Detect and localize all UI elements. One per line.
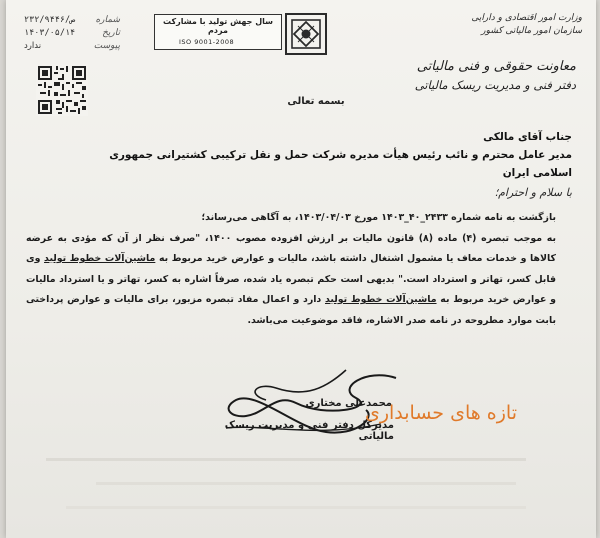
deputy-header <box>411 58 576 94</box>
letter-body <box>26 208 574 331</box>
ministry-line-2: سازمان امور مالیاتی کشور <box>481 26 582 36</box>
underlined-phrase-2: ماشین‌آلات خطوط تولید <box>324 294 437 305</box>
body-text-a: به موجب تبصره (۴) ماده (۸) قانون مالیات بر ارزش افزوده مصوب ۱۴۰۰، "صرف نظر از آن که مؤدی به عرضه کالاها و خدمات معاف یا مشمول اشتغال داشته باشد، مالیات و عوارض خرید مربوط به <box>26 232 556 264</box>
attachment-label: پیوست <box>93 41 120 51</box>
attachment-row <box>24 40 120 53</box>
letter-date-row <box>24 27 120 40</box>
number-value: ۲۳۲/۹۴۴۶/ص <box>24 15 76 25</box>
ministry-line-1: وزارت امور اقتصادی و دارایی <box>471 13 582 23</box>
body-text-b: وی قابل کسر، تهاتر و استرداد است." بدیهی است حکم تبصره یاد شده، صرفاً اشاره به کسر، تهاتر و یا استرداد مالیات و عوارض خرید مربوط به <box>26 253 556 305</box>
tax-organization-emblem-icon <box>284 12 328 56</box>
body-paragraph-1: بازگشت به نامه شماره ۲۴۳۳_۴۰_۱۴۰۳ مورخ ۱۴۰۳/۰۴/۰۳، به آگاهی می‌رساند؛ <box>201 212 556 223</box>
date-value: ۱۴۰۳/۰۵/۱۴ <box>24 28 76 38</box>
watermark-text: تازه های حسابداری <box>364 402 518 424</box>
greeting: با سلام و احترام؛ <box>494 186 572 199</box>
recipient-name: جناب آقای مالکی <box>483 131 572 143</box>
letter-meta <box>24 14 120 53</box>
underlined-phrase-1: ماشین‌آلات خطوط تولید <box>44 253 156 264</box>
letter-number-row <box>24 14 120 27</box>
basmala: بسمه تعالی <box>287 96 345 107</box>
recipient-title: مدیر عامل محترم و نائب رئیس هیأت مدیره شرکت حمل و نقل ترکیبی کشتیرانی جمهوری اسلامی ایران <box>109 149 572 179</box>
attachment-value: ندارد <box>24 41 42 51</box>
slogan-box <box>154 14 282 50</box>
signatory-title: مدیرکل دفتر فنی و مدیریت ریسک مالیاتی <box>224 420 394 442</box>
office-line: دفتر فنی و مدیریت ریسک مالیاتی <box>414 78 576 92</box>
iso-label: ISO 9001-2008 <box>179 38 235 46</box>
date-label: تاریخ <box>102 28 120 38</box>
qr-code-icon <box>36 64 88 116</box>
slogan-text: سال جهش تولید با مشارکت مردم <box>162 17 274 35</box>
body-paragraph-2 <box>26 229 574 332</box>
ministry-header <box>417 12 582 38</box>
number-label: شماره <box>95 15 120 25</box>
recipient-block <box>72 128 572 182</box>
signatory-name: محمدعلی مختاری <box>305 398 392 409</box>
body-text-c: دارد و اعمال مفاد تبصره مزبور، برای مالیات و عوارض پرداختی بابت موارد مطروحه در نامه صدر الاشاره، فاقد موضوعیت می‌باشد. <box>26 294 556 326</box>
deputy-line: معاونت حقوقی و فنی مالیاتی <box>416 59 576 74</box>
paper-smudge <box>6 448 596 538</box>
letter-page <box>6 0 596 538</box>
